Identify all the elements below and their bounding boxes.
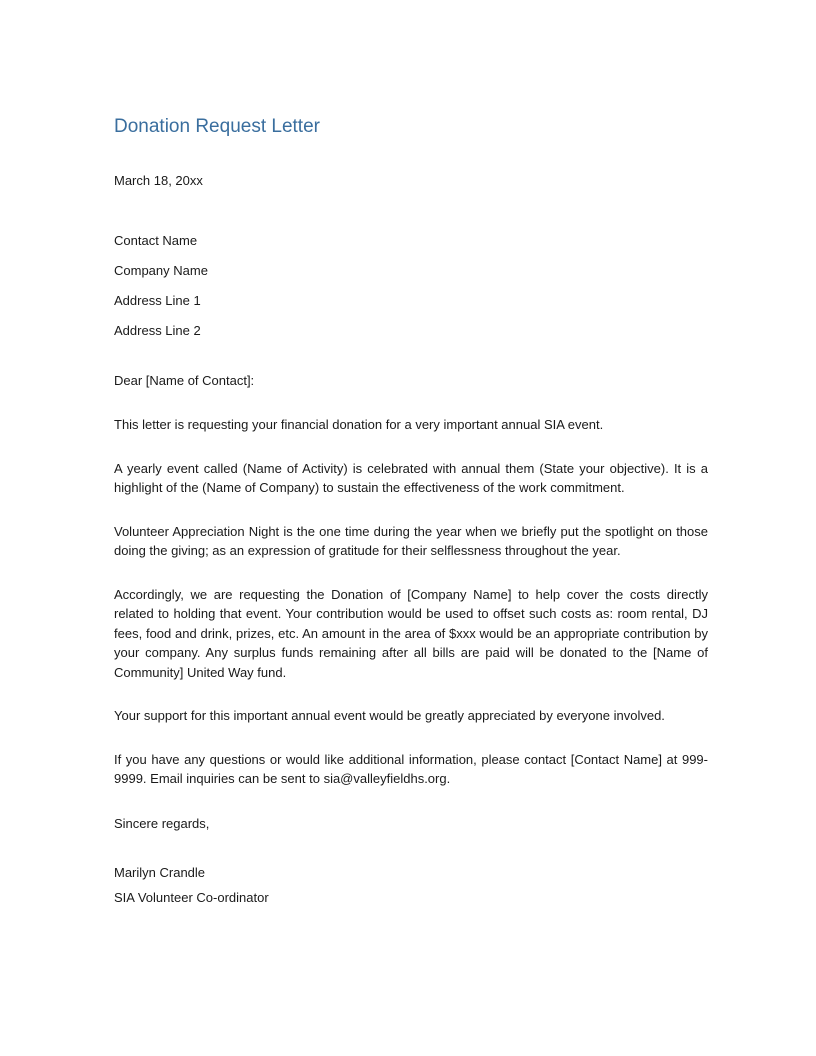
signer-name: Marilyn Crandle <box>114 865 206 880</box>
body-paragraph: If you have any questions or would like additional information, please contact [Contact Name] at 999-9999. Email inquiries can be sent to sia@valleyfieldhs.org. <box>114 752 708 787</box>
letter-title: Donation Request Letter <box>114 116 320 137</box>
body-paragraph: Accordingly, we are requesting the Donation of [Company Name] to help cover the costs directly related to holding that event. Your contribution would be used to offset such costs as: room rental, DJ fees, food and drink, prizes, etc. An amount in the area of $xxx would be an appropriate contribution by your company. Any surplus funds remaining after all bills are paid will be donated to the [Name of Community] United Way fund. <box>114 587 708 680</box>
body-paragraph: This letter is requesting your financial donation for a very important annual SIA event. <box>114 417 604 432</box>
closing: Sincere regards, <box>114 816 210 831</box>
body-paragraph: Your support for this important annual event would be greatly appreciated by everyone involved. <box>114 708 665 723</box>
recipient-address-line-1: Address Line 1 <box>114 293 201 308</box>
salutation: Dear [Name of Contact]: <box>114 373 255 388</box>
body-paragraph: A yearly event called (Name of Activity) is celebrated with annual them (State your objective). It is a highlight of the (Name of Company) to sustain the effectiveness of the work commitment. <box>114 461 708 496</box>
signer-title: SIA Volunteer Co-ordinator <box>114 890 269 905</box>
recipient-address-line-2: Address Line 2 <box>114 323 201 338</box>
letter-date: March 18, 20xx <box>114 173 203 188</box>
recipient-company-name: Company Name <box>114 263 208 278</box>
body-paragraph: Volunteer Appreciation Night is the one time during the year when we briefly put the spotlight on those doing the giving; as an expression of gratitude for their selflessness throughout the year. <box>114 524 708 559</box>
recipient-contact-name: Contact Name <box>114 233 198 248</box>
